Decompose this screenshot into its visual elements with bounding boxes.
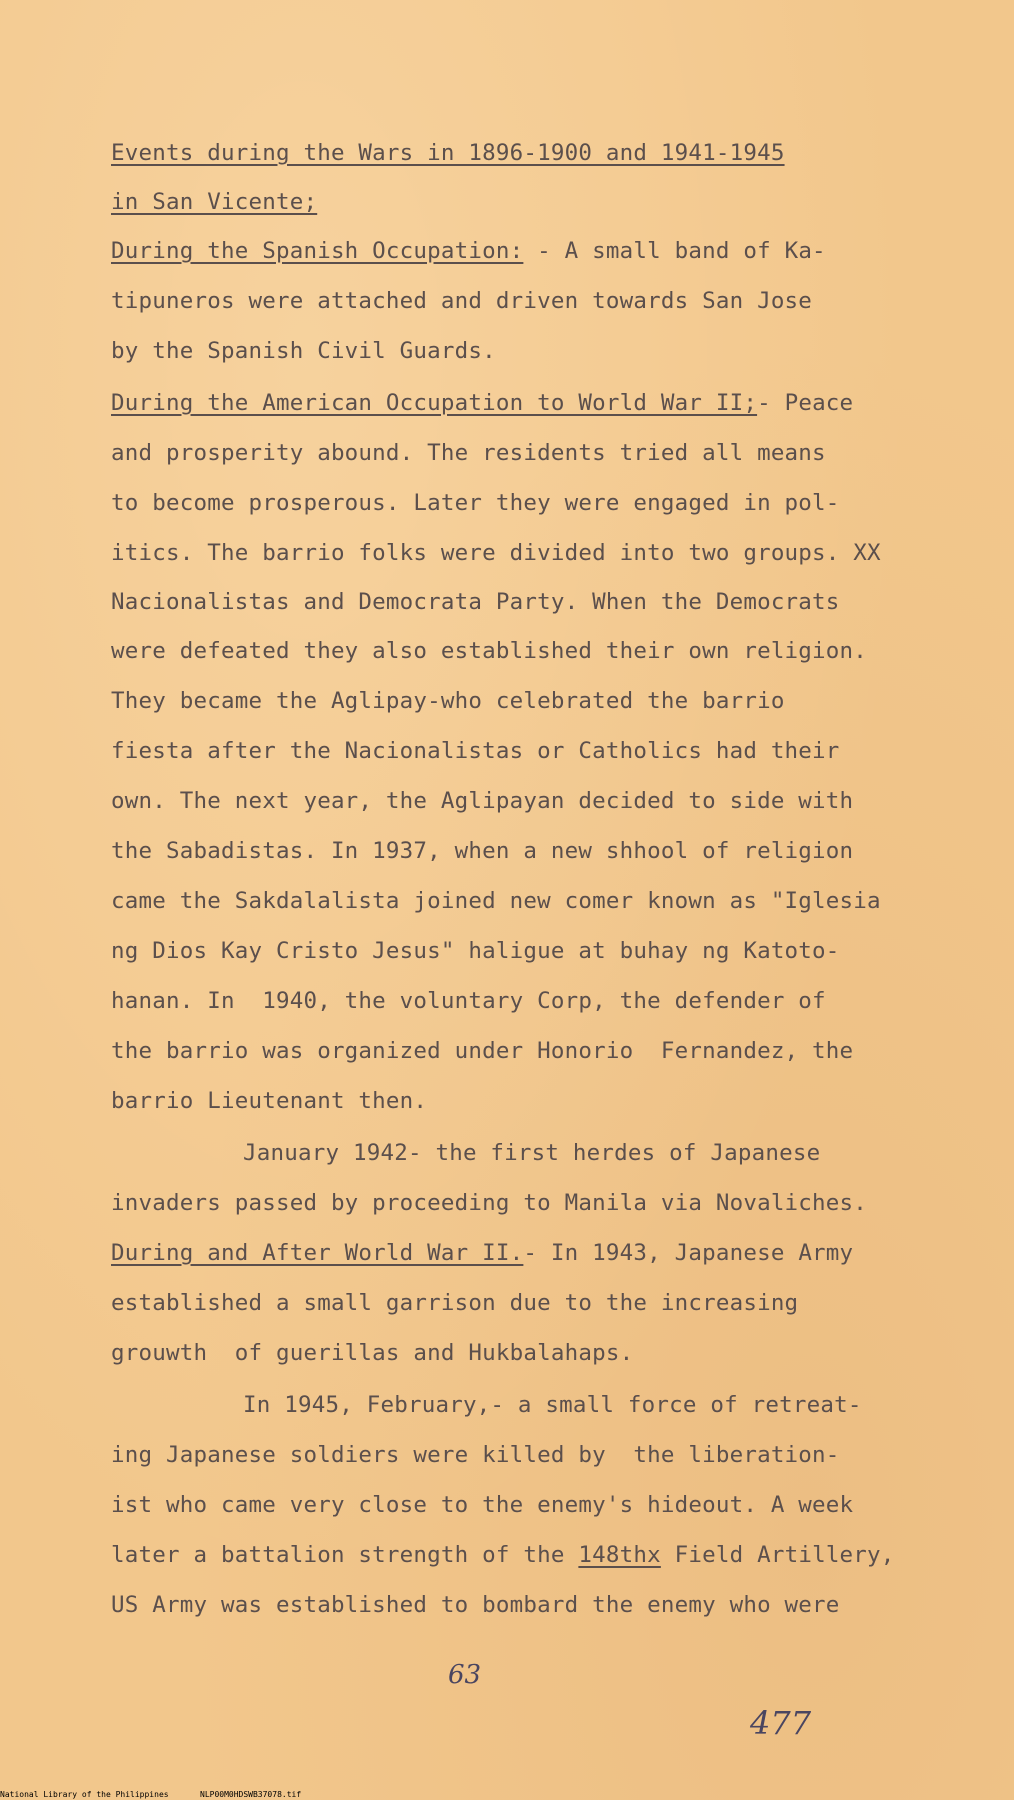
text-line: by the Spanish Civil Guards. bbox=[111, 338, 496, 364]
text-line: tipuneros were attached and driven towards San Jose bbox=[111, 288, 813, 314]
page-number: 63 bbox=[448, 1660, 482, 1690]
footer-library: National Library of the Philippines bbox=[0, 1790, 169, 1799]
text-line: and prosperity abound. The residents tried all means bbox=[111, 440, 826, 466]
text-line: invaders passed by proceeding to Manila via Novaliches. bbox=[111, 1190, 868, 1216]
text-line: Nacionalistas and Democrata Party. When the Democrats bbox=[111, 589, 840, 615]
text-line-artillery bbox=[111, 1544, 895, 1567]
text-span: - A small band of Ka- bbox=[523, 238, 826, 264]
text-line: ng Dios Kay Cristo Jesus" haligue at buhay ng Katoto- bbox=[111, 938, 840, 964]
text-line: the Sabadistas. In 1937, when a new shhool of religion bbox=[111, 838, 854, 864]
text-line: January 1942- the first herdes of Japanese bbox=[243, 1140, 821, 1166]
footer-file-id: NLP00M0HDSWB37078.tif bbox=[200, 1790, 302, 1799]
text-line: the barrio was organized under Honorio Fernandez, the bbox=[111, 1038, 854, 1064]
text-line: own. The next year, the Aglipayan decided to side with bbox=[111, 788, 854, 814]
heading-during-after-world-war-ii: During and After World War II. bbox=[111, 1240, 524, 1266]
heading-american-occupation: During the American Occupation to World War II; bbox=[111, 390, 758, 416]
text-line: to become prosperous. Later they were engaged in pol- bbox=[111, 490, 840, 516]
document-title-line-2: in San Vicente; bbox=[111, 189, 318, 215]
text-span: Field Artillery, bbox=[660, 1542, 895, 1568]
text-line: grouwth of guerillas and Hukbalahaps. bbox=[111, 1340, 634, 1366]
text-line: ing Japanese soldiers were killed by the liberation- bbox=[111, 1442, 840, 1468]
handwritten-number: 477 bbox=[750, 1704, 812, 1742]
text-line: hanan. In 1940, the voluntary Corp, the defender of bbox=[111, 988, 826, 1014]
text-line: fiesta after the Nacionalistas or Catholics had their bbox=[111, 738, 840, 764]
paragraph-world-war-ii-line-1 bbox=[111, 1242, 853, 1265]
text-span: - Peace bbox=[757, 390, 854, 416]
paragraph-american-occupation-line-1 bbox=[111, 392, 853, 415]
text-line: barrio Lieutenant then. bbox=[111, 1088, 428, 1114]
text-line: were defeated they also established their own religion. bbox=[111, 638, 868, 664]
text-line: established a small garrison due to the increasing bbox=[111, 1290, 799, 1316]
text-line: itics. The barrio folks were divided into two groups. XX bbox=[111, 540, 881, 566]
paragraph-spanish-occupation-line-1 bbox=[111, 240, 826, 263]
text-line: US Army was established to bombard the enemy who were bbox=[111, 1592, 840, 1618]
text-span: - In 1943, Japanese Army bbox=[523, 1240, 854, 1266]
text-line: In 1945, February,- a small force of retreat- bbox=[243, 1392, 862, 1418]
text-line: came the Sakdalalista joined new comer known as "Iglesia bbox=[111, 888, 881, 914]
text-line: They became the Aglipay-who celebrated the barrio bbox=[111, 688, 785, 714]
heading-spanish-occupation: During the Spanish Occupation: bbox=[111, 238, 524, 264]
text-span: later a battalion strength of the bbox=[111, 1542, 579, 1568]
unit-number: 148thx bbox=[578, 1542, 661, 1568]
document-title-line-1: Events during the Wars in 1896-1900 and 1941-1945 bbox=[111, 140, 785, 166]
text-line: ist who came very close to the enemy's hideout. A week bbox=[111, 1492, 854, 1518]
